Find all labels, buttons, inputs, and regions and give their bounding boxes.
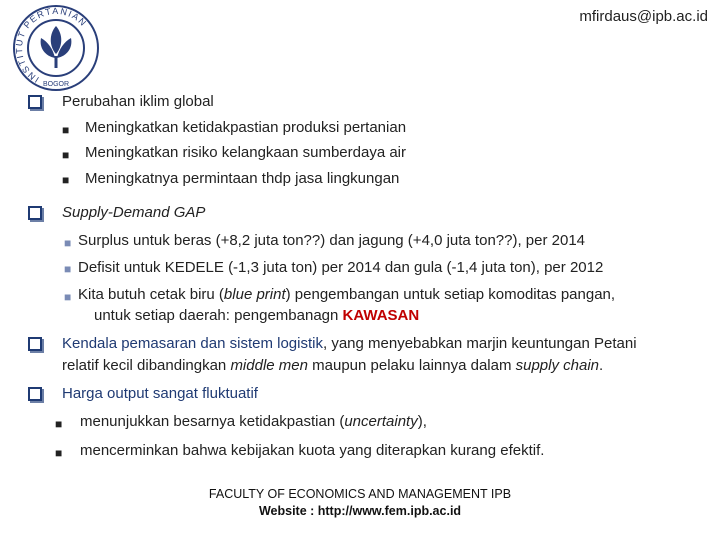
section2-item-1: Surplus untuk beras (+8,2 juta ton??) dan jagung (+4,0 juta ton??), per 2014 xyxy=(78,232,586,249)
section2-item-2: Defisit untuk KEDELE (-1,3 juta ton) per 2014 dan gula (-1,4 juta ton), per 2012 xyxy=(78,259,604,276)
square-bullet-icon: ■ xyxy=(55,446,63,460)
section3-line2-b: maupun pelaku lainnya dalam xyxy=(307,357,516,374)
footer-faculty: FACULTY OF ECONOMICS AND MANAGEMENT IPB xyxy=(208,487,512,501)
section4-item1-a: menunjukkan besarnya ketidakpastian ( xyxy=(80,413,345,430)
logo-bottom-text: BOGOR xyxy=(42,81,70,88)
kawasan-highlight: KAWASAN xyxy=(342,307,420,324)
section3-line2-em1: middle men xyxy=(230,357,308,374)
ipb-logo xyxy=(8,4,104,94)
square-bullet-icon: ■ xyxy=(62,148,70,162)
section4-item-1 xyxy=(80,413,427,431)
section4-item-2: mencerminkan bahwa kebijakan kuota yang diterapkan kurang efektif. xyxy=(80,442,545,459)
item3-text-b: ) pengembangan untuk setiap komoditas pangan, xyxy=(285,286,616,303)
square-bullet-icon: ■ xyxy=(64,236,72,250)
leaf-emblem-icon xyxy=(41,26,72,68)
section3-line2-em2: supply chain xyxy=(515,357,600,374)
checkbox-bullet-icon xyxy=(28,95,42,109)
checkbox-bullet-icon xyxy=(28,387,42,401)
square-bullet-icon: ■ xyxy=(62,123,70,137)
section3-rest: , yang menyebabkan marjin keuntungan Petani xyxy=(322,335,637,352)
section1-title: Perubahan iklim global xyxy=(62,93,214,110)
item3-text-a: Kita butuh cetak biru ( xyxy=(78,286,224,303)
section1-item-2: Meningkatkan risiko kelangkaan sumberdaya air xyxy=(85,144,407,161)
section3-line1 xyxy=(62,335,637,353)
checkbox-bullet-icon xyxy=(28,206,42,220)
author-email: mfirdaus@ipb.ac.id xyxy=(579,8,708,25)
section4-item1-em: uncertainty xyxy=(344,413,418,430)
square-bullet-icon: ■ xyxy=(64,290,72,304)
checkbox-bullet-icon xyxy=(28,337,42,351)
section2-item-3-line1 xyxy=(78,286,615,304)
section3-line2-a: relatif kecil dibandingkan xyxy=(62,357,231,374)
section2-item-3-line2 xyxy=(94,307,419,325)
item3-line2-text: untuk setiap daerah: pengembanagn xyxy=(94,307,343,324)
item3-text-em: blue print xyxy=(223,286,286,303)
square-bullet-icon: ■ xyxy=(62,173,70,187)
section3-title: Kendala pemasaran dan sistem logistik xyxy=(62,335,323,352)
section1-item-3: Meningkatnya permintaan thdp jasa lingkungan xyxy=(85,170,400,187)
section4-item1-b: ), xyxy=(417,413,427,430)
section1-item-1: Meningkatkan ketidakpastian produksi pertanian xyxy=(85,119,407,136)
square-bullet-icon: ■ xyxy=(64,262,72,276)
section3-line2 xyxy=(62,357,603,375)
section4-title: Harga output sangat fluktuatif xyxy=(62,385,258,402)
footer-website: Website : http://www.fem.ipb.ac.id xyxy=(258,504,462,518)
logo-ring-text: INSTITUT PERTANIAN xyxy=(13,5,90,85)
section3-line2-c: . xyxy=(599,357,604,374)
square-bullet-icon: ■ xyxy=(55,417,63,431)
section2-title: Supply-Demand GAP xyxy=(62,204,206,221)
